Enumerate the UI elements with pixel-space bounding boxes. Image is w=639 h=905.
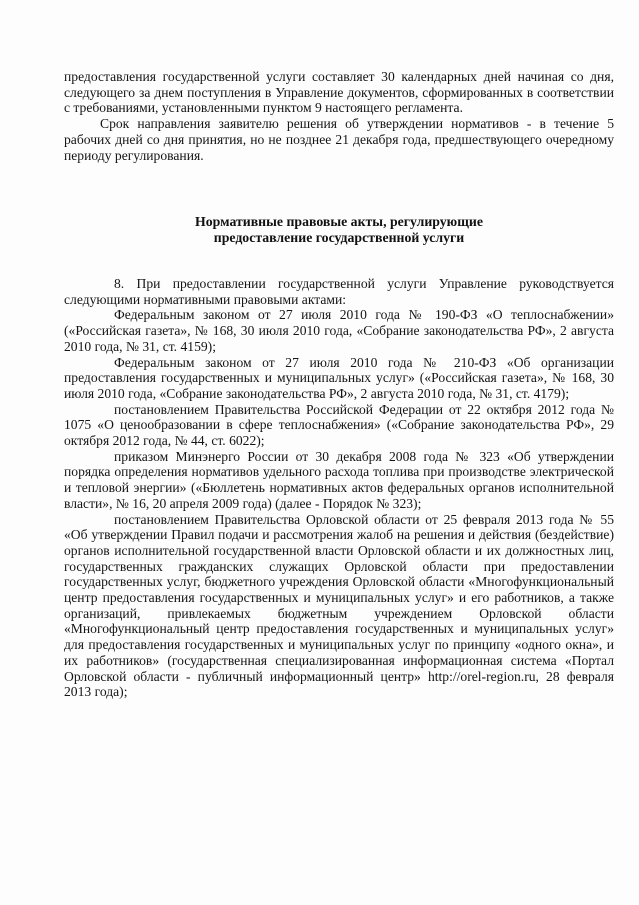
section-heading bbox=[64, 214, 614, 246]
intro-block bbox=[64, 69, 614, 163]
law-190-fz: Федеральным законом от 27 июля 2010 года № 190-ФЗ «О теплоснабжении» («Российская газета», № 168, 30 июля 2010 года, «Собрание законодательства РФ», 2 августа 2010 года, № 31, ст. 4159); bbox=[64, 307, 614, 354]
section-title-line-1: Нормативные правовые акты, регулирующие bbox=[195, 214, 483, 229]
order-323: приказом Минэнерго России от 30 декабря 2008 года № 323 «Об утверждении порядка определения нормативов удельного расхода топлива при производстве электрической и тепловой энергии» («Бюллетень нормативных актов федеральных органов исполнительной власти», № 16, 20 апреля 2009 года) (далее - Порядок № 323); bbox=[64, 448, 614, 511]
resolution-1075: постановлением Правительства Российской Федерации от 22 октября 2012 года № 1075 «О ценообразовании в сфере теплоснабжения» («Собрание законодательства РФ», 29 октября 2012 года, № 44, ст. 6022); bbox=[64, 401, 614, 449]
acts-block bbox=[64, 276, 614, 700]
paragraph-8: 8. При предоставлении государственной услуги Управление руководствуется следующими нормативными правовыми актами: bbox=[64, 276, 614, 307]
resolution-55: постановлением Правительства Орловской области от 25 февраля 2013 года № 55 «Об утверждении Правил подачи и рассмотрения жалоб на решения и действия (бездействие) органов исполнительной государственной власти Орловской области и их должностных лиц, государственных гражданских служащих Орловской области при предоставлении государственных услуг, бюджетного учреждения Орловской области «Многофункциональный центр предоставления государственных и муниципальных услуг» и его работников, а также организаций, привлекаемых бюджетным учреждением Орловской области «Многофункциональный центр предоставления государственных и муниципальных услуг» для предоставления государственных и муниципальных услуг по принципу «одного окна», и их работников» (государственная специализированная информационная система «Портал Орловской области - публичный информационный центр» http://orel-region.ru, 28 февраля 2013 года); bbox=[64, 511, 614, 700]
law-210-fz: Федеральным законом от 27 июля 2010 года № 210-ФЗ «Об организации предоставления государственных и муниципальных услуг» («Российская газета», № 168, 30 июля 2010 года, «Собрание законодательства РФ», 2 августа 2010 года, № 31, ст. 4179); bbox=[64, 354, 614, 401]
intro-paragraph-2: Срок направления заявителю решения об утверждении нормативов - в течение 5 рабочих дней со дня принятия, но не позднее 21 декабря года, предшествующего очередному периоду регулирования. bbox=[64, 116, 614, 163]
section-title-line-2: предоставление государственной услуги bbox=[213, 230, 465, 245]
intro-paragraph-1: предоставления государственной услуги составляет 30 календарных дней начиная со дня, следующего за днем поступления в Управление документов, сформированных в соответствии с требованиями, установленными пунктом 9 настоящего регламента. bbox=[64, 69, 614, 116]
